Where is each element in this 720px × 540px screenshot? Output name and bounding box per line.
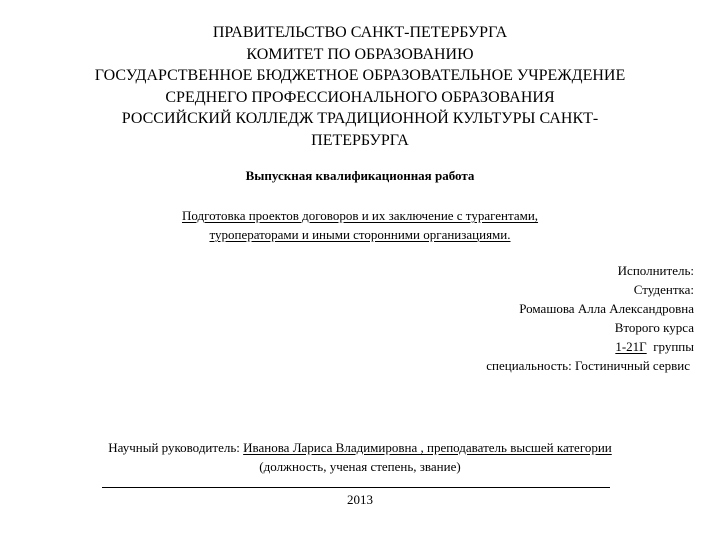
work-type-title: Выпускная квалификационная работа	[245, 168, 475, 183]
header-line-committee: КОМИТЕТ ПО ОБРАЗОВАНИЮ	[246, 45, 474, 63]
executor-label: Исполнитель:	[617, 263, 694, 278]
executor-specialty: специальность: Гостиничный сервис	[486, 358, 690, 373]
executor-group	[486, 337, 694, 356]
document-year: 2013	[347, 492, 373, 507]
thesis-topic	[0, 206, 720, 244]
signature-divider	[102, 487, 610, 488]
header-line-government: ПРАВИТЕЛЬСТВО САНКТ-ПЕТЕРБУРГА	[212, 24, 508, 41]
executor-role: Студентка:	[633, 282, 694, 297]
topic-line-1: Подготовка проектов договоров и их заключение с турагентами,	[181, 208, 539, 223]
supervisor-name-position: Иванова Лариса Владимировна , преподаватель высшей категории	[243, 440, 612, 455]
topic-line-2: туроператорами и иными сторонними организациями.	[209, 227, 511, 242]
executor-block	[486, 261, 694, 375]
institution-header	[40, 22, 680, 151]
supervisor-label: Научный руководитель:	[108, 440, 244, 455]
header-line-institution-type: ГОСУДАРСТВЕННОЕ БЮДЖЕТНОЕ ОБРАЗОВАТЕЛЬНОЕ УЧРЕЖДЕНИЕ	[94, 67, 626, 84]
header-line-college-name: РОССИЙСКИЙ КОЛЛЕДЖ ТРАДИЦИОННОЙ КУЛЬТУРЫ САНКТ-	[121, 110, 599, 127]
executor-name: Ромашова Алла Александровна	[519, 301, 694, 316]
header-line-education-level: СРЕДНЕГО ПРОФЕССИОНАЛЬНОГО ОБРАЗОВАНИЯ	[165, 88, 555, 106]
header-line-city: ПЕТЕРБУРГА	[311, 131, 409, 149]
executor-course: Второго курса	[614, 320, 694, 335]
group-suffix: группы	[646, 339, 694, 354]
supervisor-hint: (должность, ученая степень, звание)	[259, 459, 461, 474]
supervisor-block	[0, 438, 720, 476]
group-number: 1-21Г	[615, 339, 647, 354]
supervisor-line	[0, 438, 720, 457]
